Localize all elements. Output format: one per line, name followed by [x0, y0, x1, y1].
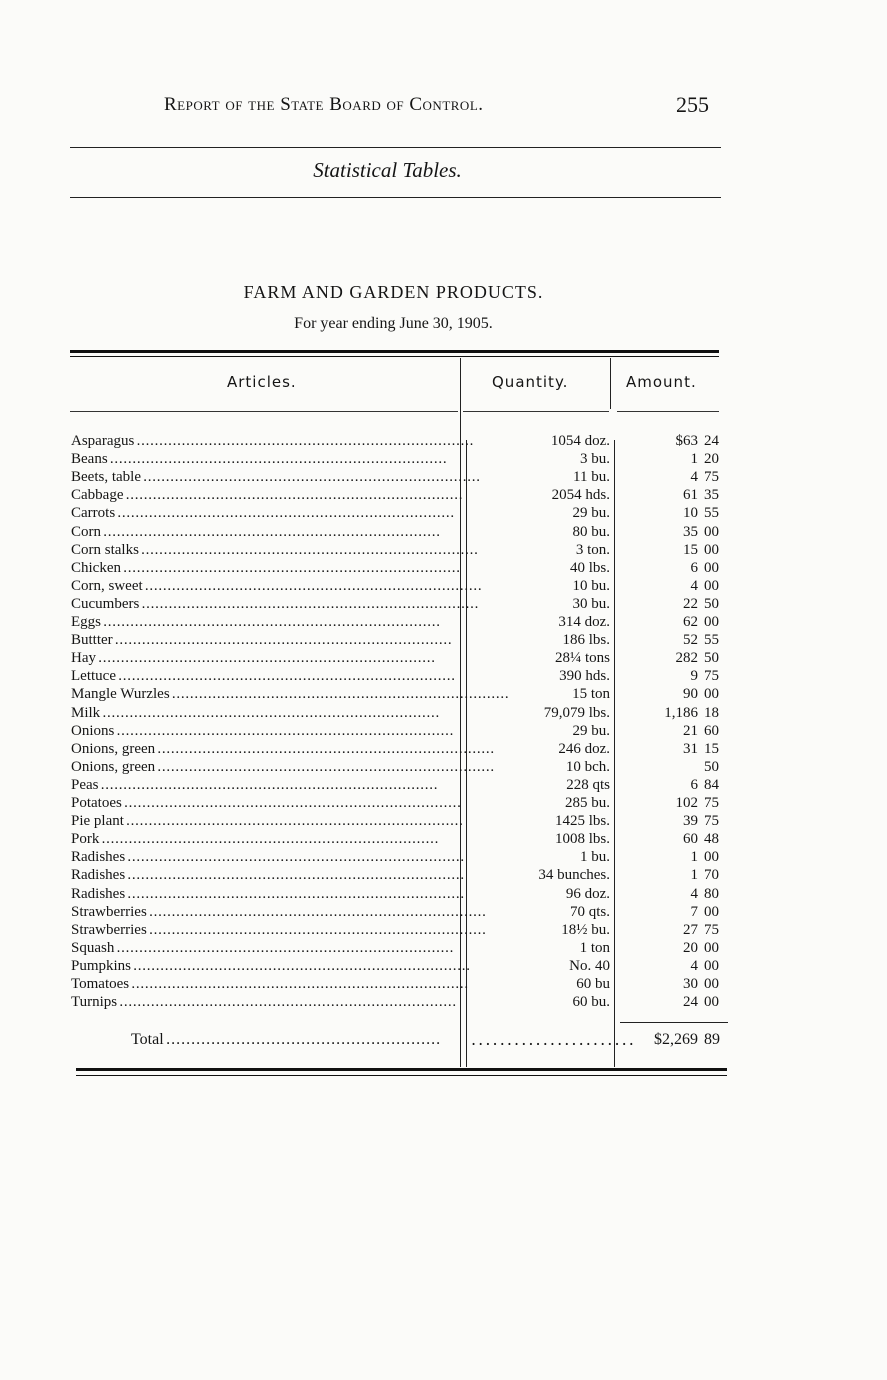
quantity-cell: 3 bu. — [580, 451, 610, 468]
table-title: FARM AND GARDEN PRODUCTS. — [243, 282, 544, 302]
table-row — [0, 903, 887, 921]
amount-dollars-cell: 90 — [683, 686, 698, 703]
article-cell: Onions . . . — [71, 722, 458, 740]
amount-cents-cell: 50 — [704, 650, 719, 667]
table-bottom-rule — [76, 1068, 727, 1071]
table-top-rule — [70, 350, 719, 353]
table-subtitle: For year ending June 30, 1905. — [294, 315, 493, 332]
table-row — [0, 812, 887, 830]
quantity-cell: 70 qts. — [569, 903, 610, 920]
table-row — [0, 685, 887, 703]
amount-dollars-cell: 61 — [683, 487, 698, 504]
article-cell: Buttter . . . — [71, 631, 458, 649]
quantity-cell: 228 qts — [566, 776, 610, 793]
amount-dollars-cell: 6 — [690, 776, 698, 793]
article-cell: Radishes . . . — [71, 848, 458, 866]
total-cents: 89 — [704, 1031, 720, 1048]
amount-cents-cell: 20 — [704, 451, 719, 468]
table-row — [0, 740, 887, 758]
total-row — [0, 1030, 887, 1050]
article-cell: Corn, sweet . . . — [71, 577, 458, 595]
article-cell: Cucumbers . . . — [71, 595, 458, 613]
amount-dollars-cell: 4 — [690, 957, 698, 974]
amount-dollars-cell: 62 — [683, 614, 698, 630]
amount-dollars-cell: 39 — [683, 813, 698, 830]
amount-cents-cell: 75 — [704, 668, 719, 685]
amount-cents-cell: 00 — [704, 523, 719, 540]
article-cell: Strawberries . . . — [71, 921, 458, 939]
table-row — [0, 450, 887, 468]
amount-dollars-cell: 24 — [683, 994, 698, 1011]
quantity-cell: 2054 hds. — [551, 487, 610, 504]
amount-dollars-cell: 1 — [690, 867, 698, 884]
article-cell: Beets, table . . . — [71, 468, 458, 486]
article-cell: Radishes . . . — [71, 885, 458, 903]
amount-dollars-cell: 21 — [683, 722, 698, 739]
article-cell: Tomatoes . . . — [71, 975, 458, 993]
amount-dollars-cell: 9 — [690, 668, 698, 685]
article-cell: Beans . . . — [71, 450, 458, 468]
table-row — [0, 885, 887, 903]
amount-dollars-cell: 30 — [683, 976, 698, 992]
amount-dollars-cell: 7 — [690, 903, 698, 920]
amount-dollars-cell: 27 — [683, 921, 698, 938]
article-cell: Pumpkins . . . — [71, 957, 458, 975]
article-cell: Potatoes . . . — [71, 794, 458, 812]
quantity-cell: 60 bu — [576, 976, 610, 992]
header-rule-top — [70, 147, 721, 148]
table-row — [0, 468, 887, 486]
table-row — [0, 523, 887, 541]
amount-cents-cell: 18 — [704, 704, 719, 721]
amount-cents-cell: 00 — [704, 957, 719, 974]
table-row — [0, 667, 887, 685]
column-header-articles: Articles. — [227, 373, 297, 391]
quantity-cell: 18½ bu. — [561, 921, 610, 938]
table-row — [0, 993, 887, 1011]
amount-cents-cell: 75 — [704, 813, 719, 830]
amount-dollars-cell: 282 — [675, 650, 698, 667]
table-row — [0, 649, 887, 667]
amount-cents-cell: 75 — [704, 921, 719, 938]
amount-cents-cell: 00 — [704, 614, 719, 630]
quantity-cell: 390 hds. — [559, 668, 610, 685]
quantity-cell: 1 ton — [579, 939, 610, 956]
article-cell: Carrots . . . — [71, 504, 458, 522]
header-underline-amount — [617, 411, 719, 412]
column-divider-quantity-head — [610, 358, 611, 409]
amount-dollars-cell: 6 — [690, 559, 698, 576]
quantity-cell: 1008 lbs. — [554, 831, 610, 848]
amount-cents-cell: 80 — [704, 885, 719, 902]
table-row — [0, 758, 887, 776]
table-row — [0, 848, 887, 866]
article-cell: Pie plant . . . — [71, 812, 458, 830]
amount-dollars-cell: 4 — [690, 469, 698, 486]
article-cell: Corn . . . — [71, 523, 458, 541]
amount-cents-cell: 00 — [704, 577, 719, 594]
amount-cents-cell: 55 — [704, 505, 719, 522]
table-row — [0, 776, 887, 794]
table-row — [0, 595, 887, 613]
article-cell: Milk . . . — [71, 704, 458, 722]
article-cell: Lettuce . . . — [71, 667, 458, 685]
table-row — [0, 486, 887, 504]
amount-cents-cell: 55 — [704, 632, 719, 649]
quantity-cell: 186 lbs. — [562, 632, 610, 649]
total-quantity: . . . . . . . . . . . . . . . . . . . . . . . — [471, 1030, 633, 1049]
total-label: Total . . . — [131, 1030, 458, 1050]
article-cell: Turnips . . . — [71, 993, 458, 1011]
table-row — [0, 559, 887, 577]
section-title: Statistical Tables. — [313, 158, 462, 182]
amount-cents-cell: 00 — [704, 994, 719, 1011]
amount-dollars-cell: 4 — [690, 885, 698, 902]
quantity-cell: 3 ton. — [575, 541, 610, 558]
quantity-cell: 1 bu. — [580, 849, 610, 866]
quantity-cell: 246 doz. — [558, 740, 610, 757]
page-header — [0, 90, 887, 122]
quantity-cell: 29 bu. — [572, 505, 610, 522]
table-row — [0, 866, 887, 884]
amount-cents-cell: 00 — [704, 541, 719, 558]
amount-dollars-cell: 52 — [683, 632, 698, 649]
amount-cents-cell: 00 — [704, 903, 719, 920]
table-row — [0, 830, 887, 848]
table-bottom-rule-thin — [76, 1075, 727, 1076]
amount-dollars-cell: $63 — [675, 433, 698, 449]
table-row — [0, 722, 887, 740]
quantity-cell: 15 ton — [572, 686, 610, 703]
amount-cents-cell: 00 — [704, 686, 719, 703]
quantity-cell: No. 40 — [569, 957, 610, 974]
table-row — [0, 921, 887, 939]
article-cell: Radishes . . . — [71, 866, 458, 884]
amount-cents-cell: 50 — [704, 595, 719, 612]
quantity-cell: 285 bu. — [565, 795, 610, 811]
table-row — [0, 975, 887, 993]
table-row — [0, 613, 887, 631]
amount-dollars-cell: 1 — [690, 451, 698, 468]
table-row — [0, 794, 887, 812]
table-row — [0, 541, 887, 559]
column-header-quantity: Quantity. — [492, 373, 569, 391]
table-row — [0, 939, 887, 957]
quantity-cell: 29 bu. — [572, 722, 610, 739]
amount-cents-cell: 15 — [704, 740, 719, 757]
quantity-cell: 60 bu. — [572, 994, 610, 1011]
amount-cents-cell: 00 — [704, 939, 719, 956]
running-head: Report of the State Board of Control. — [164, 94, 484, 115]
article-cell: Mangle Wurzles . . . — [71, 685, 458, 703]
quantity-cell: 10 bu. — [572, 577, 610, 594]
table-row — [0, 504, 887, 522]
total-dollars: $2,269 — [654, 1031, 698, 1048]
quantity-cell: 30 bu. — [572, 595, 610, 612]
article-cell: Hay . . . — [71, 649, 458, 667]
amount-dollars-cell: 35 — [683, 523, 698, 540]
article-cell: Squash . . . — [71, 939, 458, 957]
article-cell: Peas . . . — [71, 776, 458, 794]
amount-dollars-cell: 10 — [683, 505, 698, 522]
article-cell: Eggs . . . — [71, 613, 458, 631]
amount-cents-cell: 00 — [704, 976, 719, 992]
amount-dollars-cell: 31 — [683, 740, 698, 757]
amount-dollars-cell: 60 — [683, 831, 698, 848]
quantity-cell: 80 bu. — [572, 523, 610, 540]
table-row — [0, 704, 887, 722]
amount-cents-cell: 50 — [704, 758, 719, 775]
amount-cents-cell: 24 — [704, 433, 719, 449]
header-underline-articles — [70, 411, 458, 412]
sum-rule — [620, 1022, 728, 1023]
amount-dollars-cell: 1 — [690, 849, 698, 866]
amount-cents-cell: 48 — [704, 831, 719, 848]
amount-cents-cell: 60 — [704, 722, 719, 739]
table-row — [0, 577, 887, 595]
quantity-cell: 10 bch. — [565, 758, 610, 775]
quantity-cell: 28¼ tons — [554, 650, 610, 667]
article-cell: Corn stalks . . . — [71, 541, 458, 559]
article-cell: Cabbage . . . — [71, 486, 458, 504]
quantity-cell: 40 lbs. — [569, 559, 610, 576]
article-cell: Asparagus . . . — [71, 432, 458, 450]
quantity-cell: 34 bunches. — [538, 867, 610, 884]
header-underline-quantity — [463, 411, 609, 412]
amount-cents-cell: 35 — [704, 487, 719, 504]
quantity-cell: 314 doz. — [558, 614, 610, 630]
quantity-cell: 11 bu. — [573, 469, 610, 486]
table-row — [0, 957, 887, 975]
article-cell: Pork . . . — [71, 830, 458, 848]
amount-cents-cell: 75 — [704, 469, 719, 486]
quantity-cell: 96 doz. — [565, 885, 610, 902]
amount-dollars-cell: 20 — [683, 939, 698, 956]
header-rule-bottom — [70, 197, 721, 198]
amount-cents-cell: 00 — [704, 849, 719, 866]
table-top-rule-thin — [70, 356, 719, 357]
amount-dollars-cell: 15 — [683, 541, 698, 558]
article-cell: Onions, green . . . — [71, 758, 458, 776]
quantity-cell: 1054 doz. — [550, 433, 610, 449]
amount-cents-cell: 70 — [704, 867, 719, 884]
table-row — [0, 631, 887, 649]
amount-cents-cell: 84 — [704, 776, 719, 793]
quantity-cell: 1425 lbs. — [554, 813, 610, 830]
amount-dollars-cell: 1,186 — [664, 704, 698, 721]
article-cell: Chicken . . . — [71, 559, 458, 577]
amount-cents-cell: 00 — [704, 559, 719, 576]
column-header-amount: Amount. — [626, 373, 697, 391]
page-number: 255 — [676, 92, 709, 117]
amount-dollars-cell: 4 — [690, 577, 698, 594]
amount-dollars-cell: 22 — [683, 595, 698, 612]
article-cell: Strawberries . . . — [71, 903, 458, 921]
table-row — [0, 432, 887, 450]
quantity-cell: 79,079 lbs. — [543, 704, 610, 721]
article-cell: Onions, green . . . — [71, 740, 458, 758]
amount-cents-cell: 75 — [704, 795, 719, 811]
amount-dollars-cell: 102 — [675, 795, 698, 811]
